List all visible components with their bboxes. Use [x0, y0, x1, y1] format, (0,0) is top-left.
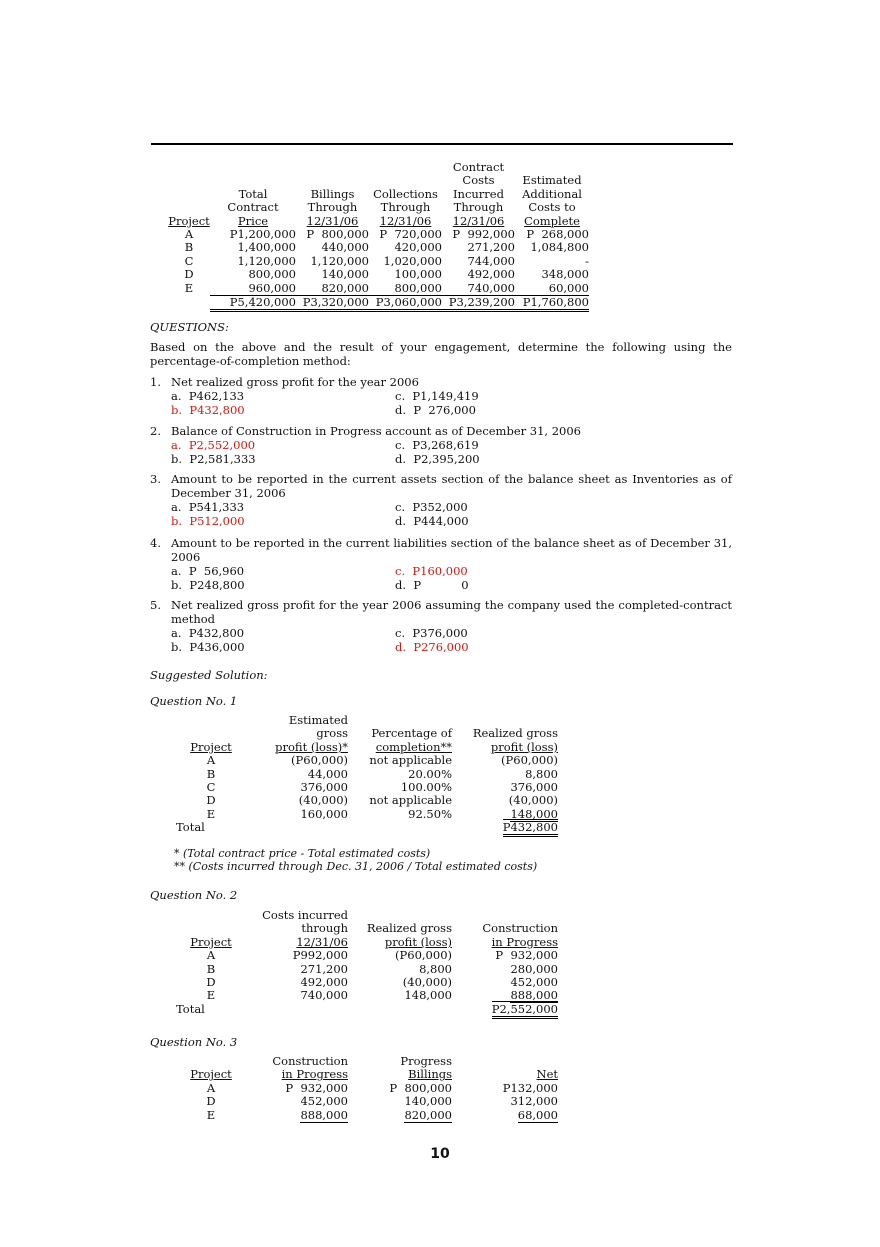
- header-estimated-additional: [515, 161, 589, 228]
- total-cell: P1,760,800: [522, 295, 589, 310]
- table-row: [176, 1082, 558, 1095]
- answer-option-a: a. P 56,960: [171, 564, 245, 578]
- header-line: Collections: [373, 186, 438, 201]
- total-cell: P5,420,000: [229, 295, 296, 310]
- value-cell: not applicable: [369, 753, 452, 768]
- project-cell: D: [206, 1094, 216, 1109]
- value-cell: 420,000: [394, 240, 442, 255]
- value-cell: 280,000: [510, 961, 558, 976]
- value-cell: (40,000): [298, 793, 348, 808]
- header-line: Additional: [522, 186, 582, 201]
- value-cell: -: [585, 253, 589, 268]
- q2-header-costs: [246, 909, 348, 949]
- q3-solution-table: [176, 1055, 558, 1122]
- header-line: Through: [380, 200, 431, 215]
- value-cell: P 268,000: [526, 227, 589, 242]
- table-row: [168, 241, 589, 254]
- value-cell: P992,000: [292, 948, 348, 963]
- table-row: [176, 781, 558, 794]
- value-cell: 312,000: [510, 1094, 558, 1109]
- q1-header-project: Project: [190, 739, 232, 754]
- header-line: completion**: [375, 739, 452, 754]
- q2-solution-table: [176, 909, 558, 1016]
- question-text: Net realized gross profit for the year 2006: [171, 375, 419, 389]
- question-number: 3.: [150, 472, 161, 486]
- answer-option-b: b. P436,000: [171, 640, 245, 654]
- answer-option-a: a. P432,800: [171, 626, 245, 640]
- value-cell: (P60,000): [501, 753, 558, 768]
- answer-option-c: c. P352,000: [395, 500, 468, 514]
- value-cell: 1,084,800: [530, 240, 589, 255]
- table-row: [176, 976, 558, 989]
- header-line: Realized gross: [472, 726, 558, 741]
- q1-solution-table: [176, 714, 558, 835]
- q3-header-net: [452, 1055, 558, 1082]
- q1-header-percentage: [348, 714, 452, 754]
- header-line: 12/31/06: [306, 213, 359, 228]
- header-total-contract-price: [210, 161, 296, 228]
- value-cell: 452,000: [510, 975, 558, 990]
- value-cell: 800,000: [248, 267, 296, 282]
- project-cell: D: [206, 793, 216, 808]
- header-line: Costs: [462, 173, 495, 188]
- answer-option-b: b. P432,800: [171, 403, 245, 417]
- header-line: Estimated: [522, 173, 582, 188]
- value-cell: 140,000: [321, 267, 369, 282]
- questions-intro: Based on the above and the result of your engagement, determine the following using the percentage-of-completion method:: [150, 340, 732, 368]
- answer-option-a: a. P462,133: [171, 389, 245, 403]
- project-cell: A: [206, 1080, 216, 1095]
- header-line: Through: [453, 200, 504, 215]
- header-line: profit (loss): [384, 934, 452, 949]
- header-line: 12/31/06: [379, 213, 432, 228]
- header-project: Project: [168, 213, 210, 228]
- answer-option-a: a. P2,552,000: [171, 438, 256, 452]
- table-row: [176, 754, 558, 767]
- header-line: Realized gross: [366, 921, 452, 936]
- header-line: Billings: [408, 1067, 452, 1082]
- table-row: [168, 268, 589, 281]
- question-number: 5.: [150, 598, 161, 612]
- table-row: [176, 1095, 558, 1108]
- q2-header-project: Project: [190, 934, 232, 949]
- header-line: Total: [238, 186, 268, 201]
- value-cell: 1,120,000: [237, 253, 296, 268]
- table-row: [176, 949, 558, 962]
- header-line: Progress: [400, 1054, 452, 1068]
- value-cell: (P60,000): [395, 948, 452, 963]
- header-line: 12/31/06: [296, 934, 348, 949]
- value-cell: 1,120,000: [310, 253, 369, 268]
- value-cell: 820,000: [404, 1107, 452, 1122]
- value-cell: 271,200: [467, 240, 515, 255]
- value-cell: 271,200: [300, 961, 348, 976]
- value-cell: P 932,000: [285, 1080, 348, 1095]
- question-number: 4.: [150, 536, 161, 550]
- value-cell: (40,000): [508, 793, 558, 808]
- value-cell: P 720,000: [379, 227, 442, 242]
- header-line: Contract: [452, 160, 505, 174]
- answer-option-d: d. P276,000: [395, 640, 469, 654]
- header-costs-incurred: [442, 161, 515, 228]
- value-cell: 376,000: [300, 780, 348, 795]
- value-cell: 44,000: [307, 766, 348, 781]
- q3-label: Question No. 3: [150, 1035, 238, 1049]
- project-cell: C: [206, 780, 216, 795]
- table-row: [168, 228, 589, 241]
- value-cell: 740,000: [300, 988, 348, 1003]
- project-cell: B: [184, 240, 194, 255]
- value-cell: 60,000: [548, 280, 589, 295]
- value-cell: 348,000: [541, 267, 589, 282]
- q2-header-construction: [452, 909, 558, 949]
- header-line: Percentage of: [371, 726, 452, 741]
- value-cell: P 932,000: [495, 948, 558, 963]
- value-cell: 1,020,000: [383, 253, 442, 268]
- answer-option-d: d. P 0: [395, 578, 469, 592]
- value-cell: 160,000: [300, 806, 348, 821]
- answer-option-c: c. P1,149,419: [395, 389, 479, 403]
- table-row: [168, 255, 589, 268]
- answer-option-c: c. P160,000: [395, 564, 468, 578]
- question-text: Amount to be reported in the current assets section of the balance sheet as Inventories as of December 31, 2006: [171, 472, 732, 500]
- total-cell: P3,320,000: [302, 295, 369, 310]
- value-cell: 100.00%: [400, 780, 452, 795]
- table-row: [176, 963, 558, 976]
- top-rule: [151, 143, 733, 145]
- value-cell: 820,000: [321, 280, 369, 295]
- value-cell: P1,200,000: [229, 227, 296, 242]
- table-row: [176, 808, 558, 821]
- project-cell: E: [206, 988, 216, 1003]
- header-line: Price: [237, 213, 269, 228]
- project-cell: C: [184, 253, 194, 268]
- table-row: [176, 768, 558, 781]
- value-cell: 452,000: [300, 1094, 348, 1109]
- total-cell: P3,060,000: [375, 295, 442, 310]
- value-cell: 492,000: [467, 267, 515, 282]
- header-line: in Progress: [491, 934, 558, 949]
- q1-label: Question No. 1: [150, 694, 238, 708]
- project-cell: D: [206, 975, 216, 990]
- project-cell: E: [184, 281, 194, 296]
- project-cell: D: [184, 267, 194, 282]
- q1-header-realized: [452, 714, 558, 754]
- q1-total-label: Total: [176, 820, 205, 835]
- value-cell: 100,000: [394, 267, 442, 282]
- question-number: 1.: [150, 375, 161, 389]
- value-cell: not applicable: [369, 793, 452, 808]
- value-cell: 740,000: [467, 280, 515, 295]
- value-cell: 492,000: [300, 975, 348, 990]
- value-cell: (P60,000): [291, 753, 348, 768]
- value-cell: 140,000: [404, 1094, 452, 1109]
- q3-header-project: Project: [190, 1067, 232, 1082]
- answer-option-c: c. P3,268,619: [395, 438, 479, 452]
- header-line: 12/31/06: [452, 213, 505, 228]
- value-cell: P 800,000: [389, 1080, 452, 1095]
- header-line: Contract: [227, 200, 279, 215]
- header-line: Costs to: [528, 200, 576, 215]
- q1-header-estimated: [246, 714, 348, 754]
- page-number: 10: [430, 1146, 450, 1162]
- header-line: through: [301, 921, 348, 936]
- answer-option-a: a. P541,333: [171, 500, 245, 514]
- q1-note-2: ** (Costs incurred through Dec. 31, 2006 / Total estimated costs): [174, 860, 538, 873]
- answer-option-d: d. P2,395,200: [395, 452, 480, 466]
- value-cell: P 992,000: [452, 227, 515, 242]
- project-cell: B: [206, 766, 216, 781]
- header-line: Complete: [524, 213, 580, 228]
- value-cell: P 800,000: [306, 227, 369, 242]
- header-line: profit (loss)*: [275, 739, 348, 754]
- answer-option-c: c. P376,000: [395, 626, 468, 640]
- answer-option-b: b. P512,000: [171, 514, 245, 528]
- header-line: Incurred: [453, 186, 504, 201]
- header-line: Net: [536, 1067, 558, 1082]
- table-row: [168, 282, 589, 296]
- value-cell: 148,000: [510, 806, 558, 821]
- value-cell: P132,000: [502, 1080, 558, 1095]
- q2-header-realized: [348, 909, 452, 949]
- answer-option-d: d. P 276,000: [395, 403, 476, 417]
- answer-option-b: b. P2,581,333: [171, 452, 256, 466]
- total-cell: P3,239,200: [448, 295, 515, 310]
- header-billings: [296, 161, 369, 228]
- answer-option-d: d. P444,000: [395, 514, 469, 528]
- value-cell: 744,000: [467, 253, 515, 268]
- value-cell: 960,000: [248, 280, 296, 295]
- value-cell: 20.00%: [408, 766, 452, 781]
- question-text: Amount to be reported in the current liabilities section of the balance sheet as of December 31, 2006: [171, 536, 732, 564]
- project-cell: A: [184, 227, 194, 242]
- project-cell: A: [206, 753, 216, 768]
- header-line: profit (loss): [490, 739, 558, 754]
- suggested-solution-heading: Suggested Solution:: [150, 668, 268, 682]
- project-cell: E: [206, 806, 216, 821]
- value-cell: 376,000: [510, 780, 558, 795]
- questions-heading: QUESTIONS:: [150, 320, 229, 334]
- question-text: Balance of Construction in Progress account as of December 31, 2006: [171, 424, 581, 438]
- q2-total-label: Total: [176, 1001, 205, 1016]
- question-number: 2.: [150, 424, 161, 438]
- header-line: gross: [316, 726, 348, 741]
- value-cell: 888,000: [510, 988, 558, 1003]
- q3-header-construction: [246, 1055, 348, 1082]
- value-cell: 68,000: [517, 1107, 558, 1122]
- q3-header-billings: [348, 1055, 452, 1082]
- project-cell: A: [206, 948, 216, 963]
- header-line: Construction: [482, 921, 558, 936]
- question-text: Net realized gross profit for the year 2006 assuming the company used the completed-contract method: [171, 598, 732, 626]
- totals-row: [168, 296, 589, 311]
- q2-label: Question No. 2: [150, 888, 238, 902]
- value-cell: 8,800: [525, 766, 558, 781]
- header-line: Construction: [272, 1054, 348, 1068]
- header-line: Costs incurred: [262, 908, 348, 922]
- header-line: Estimated: [288, 713, 348, 727]
- value-cell: 1,400,000: [237, 240, 296, 255]
- value-cell: 888,000: [300, 1107, 348, 1122]
- value-cell: 148,000: [404, 988, 452, 1003]
- project-cell: E: [206, 1107, 216, 1122]
- table-row: [176, 794, 558, 807]
- header-collections: [369, 161, 442, 228]
- contract-data-table: [168, 161, 589, 312]
- table-row: [176, 1109, 558, 1122]
- value-cell: 92.50%: [408, 806, 452, 821]
- q1-note-1: * (Total contract price - Total estimated costs): [174, 847, 431, 860]
- answer-option-b: b. P248,800: [171, 578, 245, 592]
- header-line: Through: [307, 200, 358, 215]
- value-cell: 440,000: [321, 240, 369, 255]
- value-cell: 800,000: [394, 280, 442, 295]
- header-line: Billings: [310, 186, 355, 201]
- project-cell: B: [206, 961, 216, 976]
- header-line: in Progress: [281, 1067, 348, 1082]
- value-cell: 8,800: [419, 961, 452, 976]
- q2-total-value: P2,552,000: [492, 1001, 558, 1019]
- q1-total-value: P432,800: [503, 819, 558, 837]
- value-cell: (40,000): [402, 975, 452, 990]
